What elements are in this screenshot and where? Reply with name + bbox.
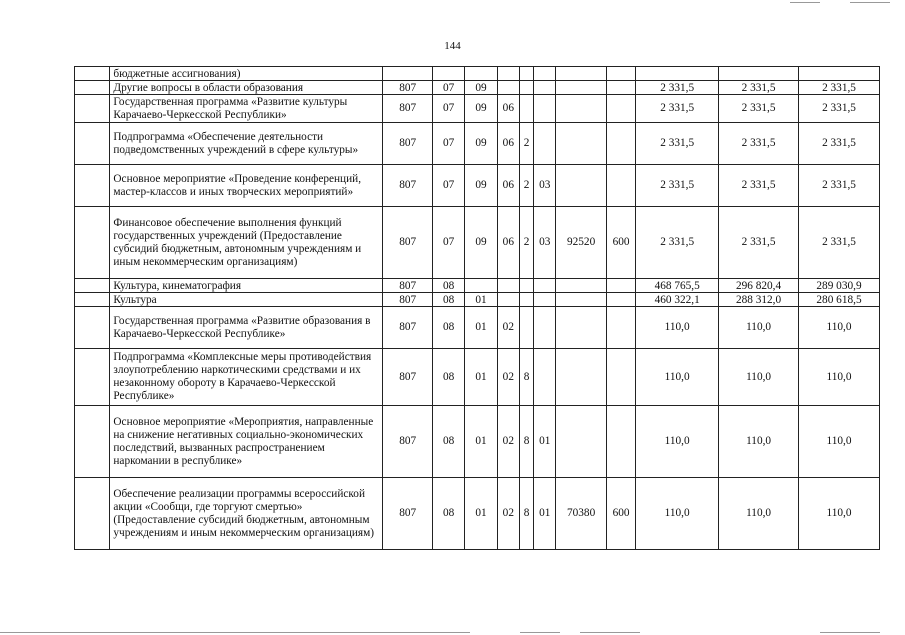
row-name-cell: Культура, кинематография (110, 279, 383, 293)
code-cell: 02 (497, 406, 519, 478)
code-cell (465, 67, 497, 81)
row-margin-cell (75, 67, 110, 81)
amount-cell: 2 331,5 (799, 123, 880, 165)
code-cell: 8 (519, 349, 533, 406)
code-cell (556, 67, 607, 81)
table-row (75, 123, 880, 165)
code-cell: 02 (497, 307, 519, 349)
amount-cell: 110,0 (719, 478, 799, 550)
row-name-cell: Обеспечение реализации программы всероссийской акции «Сообщи, где торгуют смертью» (Предоставление субсидий бюджетным, автономным учреждениям и иным некоммерческим организациям) (110, 478, 383, 550)
code-cell (606, 67, 635, 81)
code-cell (383, 67, 433, 81)
code-cell: 07 (432, 81, 464, 95)
code-cell: 01 (534, 406, 556, 478)
budget-table (74, 66, 880, 550)
code-cell: 8 (519, 406, 533, 478)
code-cell: 01 (465, 293, 497, 307)
table-row (75, 165, 880, 207)
amount-cell (719, 67, 799, 81)
row-name-cell: бюджетные ассигнования) (110, 67, 383, 81)
code-cell: 807 (383, 207, 433, 279)
row-margin-cell (75, 349, 110, 406)
code-cell: 09 (465, 207, 497, 279)
code-cell: 06 (497, 207, 519, 279)
code-cell: 807 (383, 95, 433, 123)
code-cell (606, 279, 635, 293)
code-cell (606, 165, 635, 207)
code-cell: 02 (497, 478, 519, 550)
code-cell (519, 81, 533, 95)
code-cell: 07 (432, 95, 464, 123)
top-edge-rule (790, 2, 820, 3)
amount-cell: 2 331,5 (636, 123, 719, 165)
code-cell: 03 (534, 207, 556, 279)
amount-cell: 2 331,5 (719, 123, 799, 165)
code-cell (606, 293, 635, 307)
code-cell: 09 (465, 165, 497, 207)
code-cell: 09 (465, 123, 497, 165)
code-cell: 08 (432, 349, 464, 406)
code-cell (556, 279, 607, 293)
table-row (75, 95, 880, 123)
amount-cell (636, 67, 719, 81)
row-margin-cell (75, 165, 110, 207)
code-cell: 8 (519, 478, 533, 550)
code-cell (519, 293, 533, 307)
table-row (75, 349, 880, 406)
amount-cell: 2 331,5 (636, 207, 719, 279)
code-cell: 2 (519, 165, 533, 207)
code-cell (606, 406, 635, 478)
amount-cell: 2 331,5 (719, 207, 799, 279)
code-cell (497, 67, 519, 81)
amount-cell: 110,0 (636, 478, 719, 550)
amount-cell: 110,0 (719, 307, 799, 349)
amount-cell: 288 312,0 (719, 293, 799, 307)
table-row (75, 81, 880, 95)
table-row (75, 406, 880, 478)
amount-cell: 2 331,5 (636, 165, 719, 207)
code-cell: 01 (465, 307, 497, 349)
bottom-edge-rule (0, 632, 470, 633)
amount-cell: 2 331,5 (719, 95, 799, 123)
code-cell (556, 293, 607, 307)
page-number: 144 (444, 40, 461, 52)
code-cell: 09 (465, 81, 497, 95)
code-cell (606, 81, 635, 95)
code-cell (556, 95, 607, 123)
code-cell: 2 (519, 207, 533, 279)
code-cell (534, 123, 556, 165)
code-cell: 600 (606, 207, 635, 279)
code-cell (534, 307, 556, 349)
table-row (75, 307, 880, 349)
code-cell: 01 (465, 478, 497, 550)
amount-cell: 2 331,5 (799, 81, 880, 95)
code-cell (519, 67, 533, 81)
amount-cell: 110,0 (719, 406, 799, 478)
code-cell (606, 349, 635, 406)
row-margin-cell (75, 293, 110, 307)
code-cell (534, 293, 556, 307)
code-cell: 08 (432, 307, 464, 349)
code-cell: 807 (383, 279, 433, 293)
code-cell (534, 67, 556, 81)
row-margin-cell (75, 95, 110, 123)
code-cell: 07 (432, 123, 464, 165)
code-cell: 08 (432, 406, 464, 478)
table-row (75, 293, 880, 307)
amount-cell: 110,0 (799, 478, 880, 550)
row-name-cell: Другие вопросы в области образования (110, 81, 383, 95)
row-margin-cell (75, 81, 110, 95)
code-cell: 07 (432, 165, 464, 207)
code-cell: 600 (606, 478, 635, 550)
row-name-cell: Основное мероприятие «Мероприятия, направленные на снижение негативных социально-экономических последствий, вызванных распространением наркомании в республике» (110, 406, 383, 478)
row-name-cell: Основное мероприятие «Проведение конференций, мастер-классов и иных творческих мероприятий» (110, 165, 383, 207)
code-cell: 807 (383, 406, 433, 478)
code-cell: 01 (465, 406, 497, 478)
row-margin-cell (75, 478, 110, 550)
code-cell (497, 81, 519, 95)
row-name-cell: Культура (110, 293, 383, 307)
code-cell: 807 (383, 165, 433, 207)
code-cell: 09 (465, 95, 497, 123)
table-row (75, 478, 880, 550)
code-cell: 06 (497, 95, 519, 123)
code-cell (432, 67, 464, 81)
code-cell (519, 307, 533, 349)
table-row (75, 207, 880, 279)
code-cell (556, 406, 607, 478)
bottom-edge-rule (820, 632, 880, 633)
amount-cell: 2 331,5 (636, 95, 719, 123)
code-cell: 06 (497, 123, 519, 165)
code-cell (519, 95, 533, 123)
code-cell (497, 279, 519, 293)
amount-cell: 110,0 (719, 349, 799, 406)
code-cell: 01 (534, 478, 556, 550)
row-margin-cell (75, 307, 110, 349)
code-cell: 807 (383, 293, 433, 307)
amount-cell: 2 331,5 (799, 207, 880, 279)
amount-cell: 460 322,1 (636, 293, 719, 307)
amount-cell: 110,0 (799, 307, 880, 349)
amount-cell (799, 67, 880, 81)
amount-cell: 110,0 (636, 406, 719, 478)
amount-cell: 110,0 (636, 349, 719, 406)
amount-cell: 468 765,5 (636, 279, 719, 293)
code-cell: 07 (432, 207, 464, 279)
code-cell (497, 293, 519, 307)
table-row (75, 279, 880, 293)
row-name-cell: Финансовое обеспечение выполнения функций государственных учреждений (Предоставление субсидий бюджетным, автономным учреждениям и иным некоммерческим организациям) (110, 207, 383, 279)
table-row (75, 67, 880, 81)
code-cell: 08 (432, 293, 464, 307)
code-cell: 807 (383, 349, 433, 406)
code-cell: 02 (497, 349, 519, 406)
top-edge-rule (850, 2, 890, 3)
code-cell (519, 279, 533, 293)
code-cell (534, 81, 556, 95)
amount-cell: 110,0 (799, 349, 880, 406)
code-cell: 06 (497, 165, 519, 207)
code-cell (534, 349, 556, 406)
code-cell: 01 (465, 349, 497, 406)
code-cell: 08 (432, 478, 464, 550)
row-margin-cell (75, 406, 110, 478)
code-cell (556, 123, 607, 165)
amount-cell: 2 331,5 (636, 81, 719, 95)
code-cell (606, 307, 635, 349)
row-name-cell: Подпрограмма «Комплексные меры противодействия злоупотреблению наркотическими средствами и их незаконному обороту в Карачаево-Черкесской Республике» (110, 349, 383, 406)
bottom-edge-rule (580, 632, 640, 633)
amount-cell: 280 618,5 (799, 293, 880, 307)
code-cell: 70380 (556, 478, 607, 550)
row-margin-cell (75, 123, 110, 165)
row-margin-cell (75, 207, 110, 279)
code-cell (556, 165, 607, 207)
code-cell (534, 95, 556, 123)
code-cell (606, 95, 635, 123)
code-cell: 08 (432, 279, 464, 293)
amount-cell: 110,0 (799, 406, 880, 478)
code-cell (556, 349, 607, 406)
code-cell: 807 (383, 81, 433, 95)
code-cell: 807 (383, 307, 433, 349)
code-cell (606, 123, 635, 165)
code-cell: 92520 (556, 207, 607, 279)
amount-cell: 2 331,5 (719, 81, 799, 95)
code-cell (465, 279, 497, 293)
amount-cell: 2 331,5 (719, 165, 799, 207)
code-cell (556, 307, 607, 349)
code-cell: 03 (534, 165, 556, 207)
code-cell: 2 (519, 123, 533, 165)
code-cell (534, 279, 556, 293)
amount-cell: 289 030,9 (799, 279, 880, 293)
code-cell: 807 (383, 478, 433, 550)
row-name-cell: Государственная программа «Развитие культуры Карачаево-Черкесской Республики» (110, 95, 383, 123)
row-name-cell: Государственная программа «Развитие образования в Карачаево-Черкесской Республике» (110, 307, 383, 349)
bottom-edge-rule (520, 632, 560, 633)
row-margin-cell (75, 279, 110, 293)
amount-cell: 296 820,4 (719, 279, 799, 293)
code-cell (556, 81, 607, 95)
code-cell: 807 (383, 123, 433, 165)
amount-cell: 2 331,5 (799, 165, 880, 207)
amount-cell: 110,0 (636, 307, 719, 349)
row-name-cell: Подпрограмма «Обеспечение деятельности подведомственных учреждений в сфере культуры» (110, 123, 383, 165)
amount-cell: 2 331,5 (799, 95, 880, 123)
